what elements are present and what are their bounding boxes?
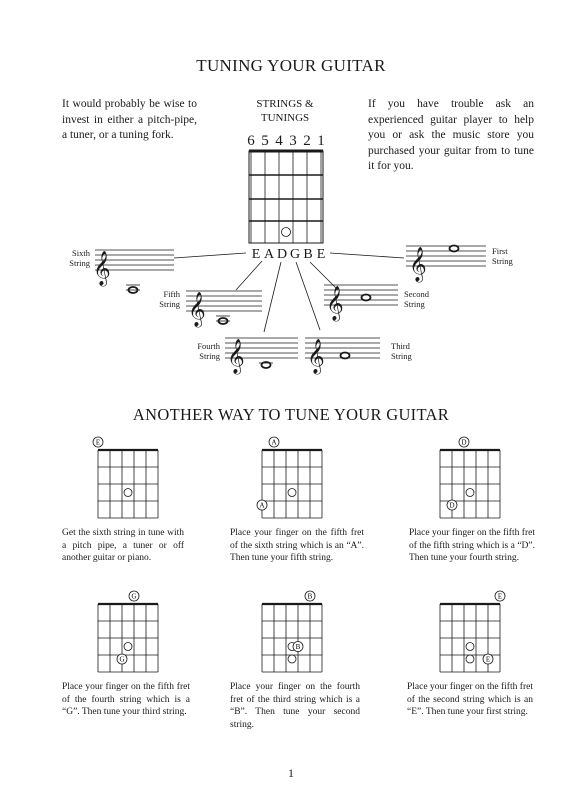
extra-dot — [466, 655, 474, 663]
treble-clef-icon: 𝄞 — [409, 248, 427, 281]
treble-clef-icon: 𝄞 — [326, 287, 344, 320]
label-third-line2: String — [391, 351, 412, 361]
caption-1: Get the sixth string in tune with a pitch pipe, a tuner or off another guitar or piano. — [62, 528, 184, 563]
strings-heading-line1: STRINGS & — [256, 98, 314, 110]
page-title: TUNING YOUR GUITAR — [196, 56, 386, 75]
section-title: ANOTHER WAY TO TUNE YOUR GUITAR — [132, 405, 450, 424]
label-fifth-line2: String — [159, 299, 180, 309]
caption-4: Place your finger on the fifth fret of the fourth string which is a “G”. Then tune your third string. — [62, 682, 190, 717]
label-second-line2: String — [404, 299, 425, 309]
fretted-note-label: G — [119, 655, 125, 664]
label-sixth-line1: Sixth — [72, 248, 90, 258]
top-note-label: D — [461, 438, 467, 447]
caption-3: Place your finger on the fifth fret of the fifth string which is a “D”. Then tune your fourth string. — [409, 528, 535, 563]
fretted-note-label: E — [485, 655, 491, 664]
tuning-letter-d: D — [276, 247, 288, 262]
tuning-letter-b: B — [303, 247, 313, 262]
label-third-line1: Third — [391, 341, 410, 351]
fret-diagram-4 — [98, 591, 158, 672]
strings-heading-line2: TUNINGS — [260, 112, 310, 124]
label-fourth-line2: String — [199, 351, 220, 361]
intro-right-text: If you have trouble ask an experienced guitar player to help you or ask the music store you purchased your guitar from to tune it for you. — [368, 98, 534, 172]
label-sixth-line2: String — [69, 258, 90, 268]
treble-clef-icon: 𝄞 — [307, 340, 325, 373]
label-fourth-line1: Fourth — [197, 341, 220, 351]
fret-diagram-6 — [440, 591, 505, 672]
string-number-5: 5 — [261, 133, 269, 149]
string-number-6: 6 — [247, 133, 255, 149]
string-number-2: 2 — [303, 133, 311, 149]
tuning-letter-g: G — [289, 247, 301, 262]
top-note-label: A — [271, 438, 277, 447]
treble-clef-icon: 𝄞 — [188, 293, 206, 326]
page-number: 1 — [288, 766, 294, 780]
string-number-3: 3 — [289, 133, 297, 149]
top-note-label: B — [307, 592, 313, 601]
top-note-label: G — [131, 592, 137, 601]
tuning-letter-a: A — [263, 247, 275, 262]
label-first-line2: String — [492, 256, 513, 266]
string-number-1: 1 — [317, 133, 325, 149]
fretted-note-label: B — [295, 643, 301, 651]
caption-6: Place your finger on the fifth fret of the second string which is an “E”. Then tune your first string. — [407, 682, 533, 717]
tuning-letter-e-low: E — [251, 247, 261, 262]
caption-2: Place your finger on the fifth fret of the sixth string which is an “A”. Then tune your fifth string. — [230, 528, 364, 563]
fretted-note-label: A — [259, 501, 265, 510]
fret-diagram-3 — [440, 437, 500, 518]
top-note-label: E — [95, 438, 101, 447]
top-note-label: E — [497, 592, 503, 601]
treble-clef-icon: 𝄞 — [227, 340, 245, 373]
fret-diagram-2 — [257, 437, 322, 518]
label-second-line1: Second — [404, 289, 430, 299]
caption-5: Place your finger on the fourth fret of the third string which is a “B”. Then tune your second string. — [230, 682, 360, 730]
fretted-note-label: D — [449, 501, 455, 510]
label-fifth-line1: Fifth — [163, 289, 180, 299]
treble-clef-icon: 𝄞 — [93, 252, 111, 285]
tuning-letter-e-high: E — [316, 247, 326, 262]
fret-diagram-5 — [262, 591, 322, 672]
extra-dot — [288, 655, 296, 663]
label-first-line1: First — [492, 246, 508, 256]
intro-left-text: It would probably be wise to invest in either a pitch-pipe, a tuner, or a tuning fork. — [62, 98, 197, 141]
fret-diagram-1 — [93, 437, 158, 518]
string-number-4: 4 — [275, 133, 283, 149]
